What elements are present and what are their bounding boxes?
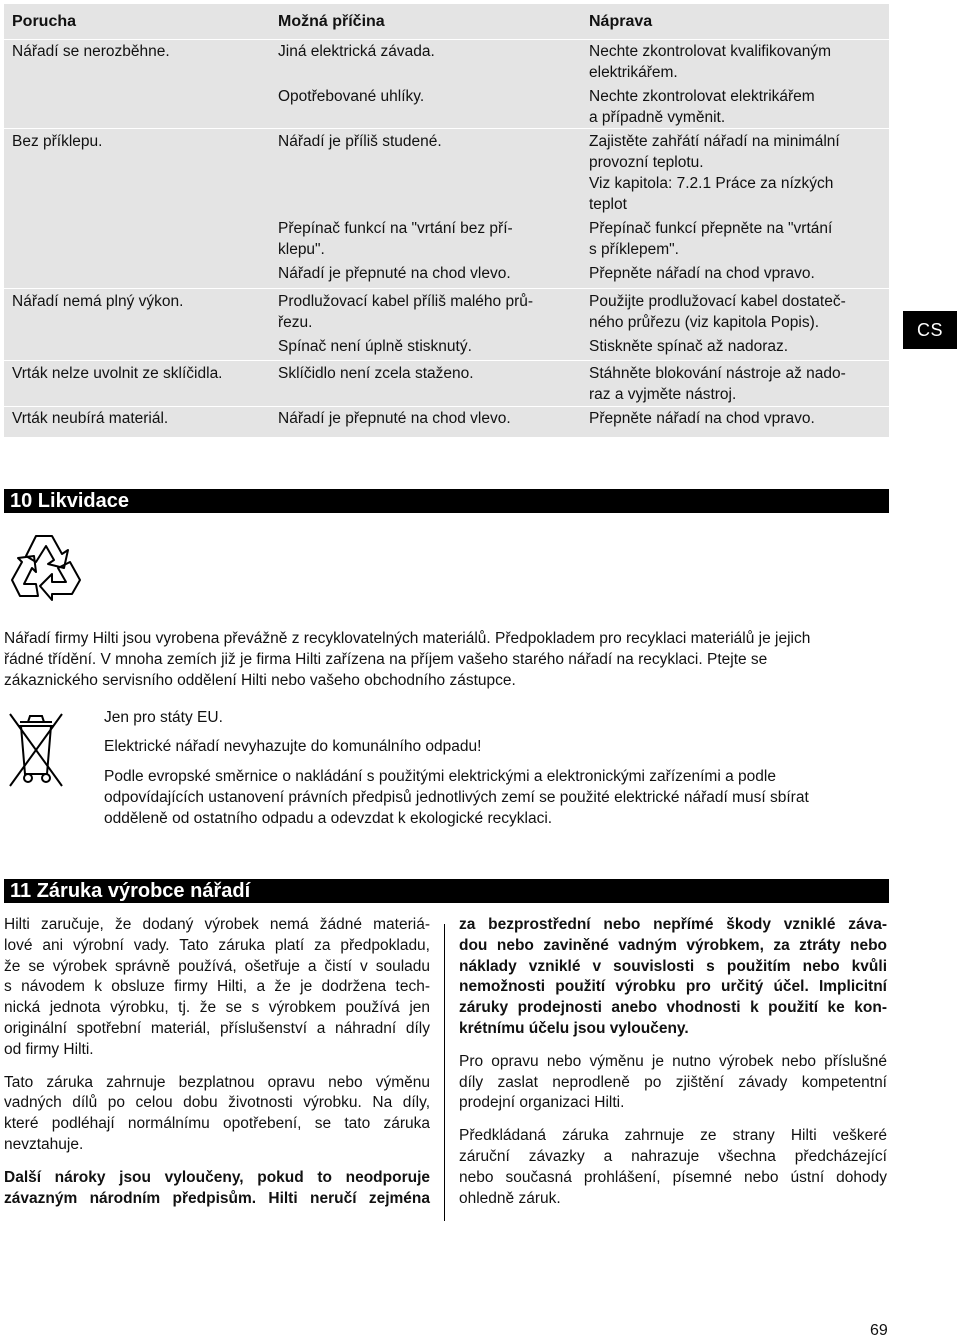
table-cell-cause: klepu". [278, 241, 325, 258]
text-line: s návodem k obsluze firmy Hilti, a že je dodržena tech- [4, 978, 430, 996]
row-divider [4, 39, 889, 40]
text-line: že se výrobek správně používá, ošetřuje a čistí v souladu [4, 957, 430, 975]
text-line: vadných dílů po celou dobu životnosti výrobku. Na díly, [4, 1094, 430, 1112]
table-cell-cause: Nářadí je příliš studené. [278, 133, 442, 150]
recycle-icon [6, 528, 84, 604]
section-10-title: 10 Likvidace [4, 489, 889, 513]
text-line: závazným národním předpisům. Hilti neručí zejména [4, 1189, 430, 1207]
table-cell-remedy: raz a vyjměte nástroj. [589, 386, 737, 403]
troubleshooting-table [4, 4, 889, 437]
table-cell-fault: Vrták nelze uvolnit ze sklíčidla. [12, 365, 223, 382]
text-line: zákaznického servisního oddělení Hilti nebo vašeho obchodního zástupce. [4, 672, 516, 689]
warranty-right-column [459, 915, 887, 1209]
table-cell-remedy: Viz kapitola: 7.2.1 Práce za nízkých [589, 175, 834, 192]
text-line: záruční závazky a nahrazuje všechna předcházející [459, 1147, 887, 1165]
table-cell-fault: Vrták neubírá materiál. [12, 410, 169, 427]
text-line: lové ani výrobní vady. Tato záruka platí za předpokladu, [4, 936, 430, 954]
row-divider [4, 360, 889, 361]
text-line: záruky prodejnosti anebo vhodnosti k použití ke kon- [459, 999, 887, 1017]
text-line: od firmy Hilti. [4, 1040, 94, 1058]
text-line: odpovídajících ustanovení právních předpisů jednotlivých zemí se použité elektrické nářadí musí sbírat [104, 789, 809, 806]
table-cell-cause: Sklíčidlo není zcela staženo. [278, 365, 474, 382]
row-divider [4, 406, 889, 407]
table-cell-remedy: Stáhněte blokování nástroje až nado- [589, 365, 846, 382]
text-line: dou nebo zaviněné vadným výrobkem, za ztráty nebo [459, 936, 887, 954]
section-11-title: 11 Záruka výrobce nářadí [4, 879, 889, 903]
text-line: díly zaslat neprodleně po zjištění závady kompetentní [459, 1073, 887, 1091]
table-cell-cause: Prodlužovací kabel příliš malého prů- [278, 293, 534, 310]
crossed-bin-icon [6, 710, 66, 788]
table-cell-remedy: Přepínač funkcí přepněte na "vrtání [589, 220, 833, 237]
language-tab: CS [903, 311, 957, 349]
text-line: odděleně od ostatního odpadu a odevzdat k ekologické recyklaci. [104, 810, 553, 827]
text-line: Nářadí firmy Hilti jsou vyrobena převážně z recyklovatelných materiálů. Předpokladem pro recyklaci materiálů je jejich [4, 630, 811, 647]
text-line: nevztahuje. [4, 1135, 84, 1153]
eu-only-text: Jen pro státy EU. [104, 709, 223, 726]
text-line: Hilti zaručuje, že dodaný výrobek nemá žádné materiá- [4, 916, 430, 933]
table-header-remedy: Náprava [589, 13, 653, 30]
text-line: Pro opravu nebo výměnu je nutno výrobek nebo příslušné [459, 1052, 887, 1070]
page-number: 69 [870, 1322, 888, 1339]
text-line: řádné třídění. V mnoha zemích již je firma Hilti zařízena na příjem vašeho starého nářadí na recyklaci. Ptejte se [4, 651, 768, 668]
text-line: nemožnosti použití výrobku pro určitý účel. Implicitní [459, 978, 887, 996]
table-cell-cause: Přepínač funkcí na "vrtání bez pří- [278, 220, 513, 237]
table-cell-remedy: Přepněte nářadí na chod vpravo. [589, 265, 815, 282]
warranty-left-column [4, 915, 430, 1209]
table-cell-cause: Nářadí je přepnuté na chod vlevo. [278, 265, 511, 282]
table-cell-cause: Jiná elektrická závada. [278, 43, 435, 60]
text-line: originální spotřební materiál, příslušenství a náhradní díly [4, 1019, 430, 1037]
table-cell-cause: Opotřebované uhlíky. [278, 88, 425, 105]
text-line: které podléhají normálnímu opotřebení, se tato záruka [4, 1115, 430, 1133]
table-cell-remedy: Zajistěte zahřátí nářadí na minimální [589, 133, 840, 150]
no-household-waste-text: Elektrické nářadí nevyhazujte do komunálního odpadu! [104, 738, 482, 755]
table-cell-cause: Nářadí je přepnuté na chod vlevo. [278, 410, 511, 427]
column-divider [444, 924, 445, 1221]
text-line: Předkládaná záruka zahrnuje ze strany Hilti veškeré [459, 1127, 887, 1145]
table-cell-fault: Nářadí nemá plný výkon. [12, 293, 184, 310]
table-cell-remedy: Přepněte nářadí na chod vpravo. [589, 410, 815, 427]
text-line: za bezprostřední nebo nepřímé škody vzniklé záva- [459, 916, 887, 933]
weee-directive-text [104, 766, 889, 829]
text-line: Podle evropské směrnice o nakládání s použitými elektrickými a elektronickými zařízeními a podle [104, 768, 776, 785]
row-divider [4, 128, 889, 129]
table-cell-remedy: s příklepem". [589, 241, 679, 258]
table-cell-fault: Nářadí se nerozběhne. [12, 43, 170, 60]
text-line: krétnímu účelu jsou vyloučeny. [459, 1019, 689, 1037]
text-line: ohledně záruk. [459, 1189, 561, 1207]
table-cell-remedy: ného průřezu (viz kapitola Popis). [589, 314, 820, 331]
table-cell-remedy: Stiskněte spínač až nadoraz. [589, 338, 789, 355]
table-cell-cause: Spínač není úplně stisknutý. [278, 338, 472, 355]
table-cell-remedy: Nechte zkontrolovat kvalifikovaným [589, 43, 832, 60]
text-line: nebo současná prohlášení, písemné nebo ústní dohody [459, 1168, 887, 1186]
row-divider [4, 288, 889, 289]
table-cell-remedy: a případně vyměnit. [589, 109, 726, 126]
text-line: Tato záruka zahrnuje bezplatnou opravu nebo výměnu [4, 1073, 430, 1091]
text-line: prodejní organizaci Hilti. [459, 1094, 625, 1112]
text-line: Další nároky jsou vyloučeny, pokud to neodporuje [4, 1168, 430, 1186]
table-cell-remedy: elektrikářem. [589, 64, 678, 81]
table-cell-remedy: Nechte zkontrolovat elektrikářem [589, 88, 815, 105]
table-cell-fault: Bez příklepu. [12, 133, 103, 150]
disposal-paragraph [4, 628, 889, 691]
table-header-cause: Možná příčina [278, 13, 385, 30]
table-header-fault: Porucha [12, 13, 77, 30]
table-cell-remedy: teplot [589, 196, 627, 213]
text-line: nická jednota výrobku, tj. že se s výrobkem používá jen [4, 999, 430, 1017]
table-cell-remedy: provozní teplotu. [589, 154, 704, 171]
table-cell-cause: řezu. [278, 314, 313, 331]
table-cell-remedy: Použijte prodlužovací kabel dostateč- [589, 293, 846, 310]
text-line: náklady vzniklé v souvislosti s použitím nebo kvůli [459, 957, 887, 975]
